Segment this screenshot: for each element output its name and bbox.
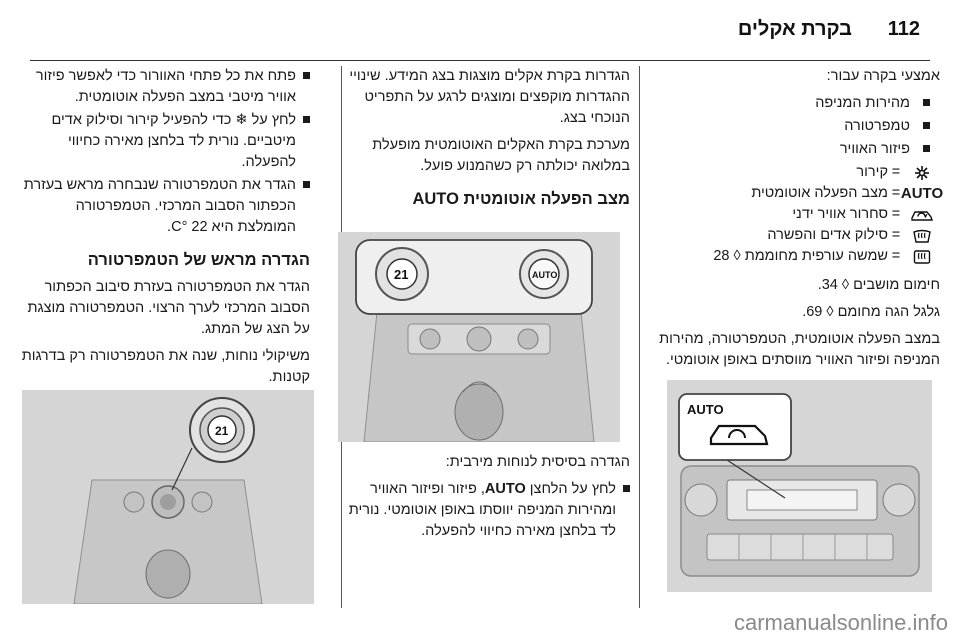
list-item: [658, 116, 940, 137]
controls-list: [658, 93, 940, 160]
engine-running-paragraph: מערכת בקרת האקלים האוטומטית מופעלת במלואה יכולתה רק כשהמנוע פועל.: [372, 137, 630, 174]
bullet-text-start: לחץ על הלחצן: [525, 481, 616, 497]
section-heading: הגדרה מראש של הטמפרטורה: [87, 251, 310, 269]
bullet-marker: [923, 99, 930, 106]
list-item: [18, 110, 310, 173]
info-display-paragraph: הגדרות בקרת אקלים מוצגות בצג המידע. שינויי ההגדרות מוקפצים ומוצגים לרגע על התפריט הנוכחי בצג.: [349, 68, 630, 126]
list-item: [336, 479, 630, 542]
bullet-marker: [303, 181, 310, 188]
list-item-text: לחץ על ❄ כדי להפעיל קירור וסילוק אדים מיטביים. נורית לד בלחצן מאירה כחיווי להפעלה.: [51, 112, 296, 170]
bullet-marker: [923, 122, 930, 129]
auto-display-label: AUTO: [532, 270, 558, 280]
bullet-marker: [303, 116, 310, 123]
equals-sign: =: [891, 227, 901, 243]
temperature-preset-paragraph: הגדר את הטמפרטורה בעזרת סיבוב הכפתור הסבוב המרכזי לערך הרצוי. הטמפרטורה מוצגת על הצג של המתג.: [27, 279, 310, 337]
legend-desc: שמשה עורפית מחוממת ◊ 28: [713, 248, 888, 264]
symbol-legend: [658, 162, 944, 267]
list-item-text: טמפרטורה: [844, 118, 910, 134]
equals-sign: =: [891, 206, 901, 222]
legend-row: [658, 204, 940, 225]
middle-column-lower: [336, 452, 630, 612]
center-console-illustration: [338, 232, 620, 442]
column-divider: [639, 66, 640, 608]
page-title: בקרת אקלים: [737, 18, 852, 40]
auto-mode-paragraph: במצב הפעלה אוטומטית, הטמפרטורה, מהירות המניפה ופיזור האוויר מווסתים באופן אוטומטי.: [659, 331, 940, 368]
comfort-paragraph: משיקולי נוחות, שנה את הטמפרטורה רק בדרגות קטנות.: [21, 348, 310, 385]
recirculation-icon: [904, 207, 940, 223]
bullet-marker: [623, 485, 630, 492]
basic-setting-intro: הגדרה בסיסית לנוחות מירבית:: [445, 454, 630, 470]
fan-icon: [904, 165, 940, 181]
legend-row: [658, 162, 940, 183]
list-item-text: הגדר את הטמפרטורה שנבחרה מראש בעזרת הכפתור הסבוב המרכזי. הטמפרטורה המומלצת היא 22 °C.: [23, 177, 296, 235]
auto-label: AUTO: [900, 185, 944, 202]
list-item-text: פיזור האוויר: [839, 141, 910, 157]
equals-sign: =: [891, 185, 901, 201]
legend-desc: מצב הפעלה אוטומטית: [751, 185, 888, 201]
knob-temperature-display: 21: [215, 424, 229, 438]
legend-desc: סילוק אדים והפשרה: [767, 227, 888, 243]
windscreen-defrost-icon: [904, 228, 940, 244]
header-rule: [30, 60, 930, 61]
rear-window-heat-icon: [904, 249, 940, 265]
list-item: [658, 93, 940, 114]
legend-row: [658, 246, 940, 267]
temperature-knob-figure: [22, 390, 314, 604]
list-item: [18, 66, 310, 108]
bullet-marker: [303, 72, 310, 79]
center-console-figure: [338, 232, 620, 442]
climate-panel-figure: [667, 380, 932, 592]
legend-desc: קירור: [856, 164, 888, 180]
list-item-text: מהירות המניפה: [815, 95, 910, 111]
legend-desc: סחרור אוויר ידני: [792, 206, 888, 222]
list-item-text: פתח את כל פתחי האוורור כדי לאפשר פיזור אוויר מיטבי במצב הפעלה אוטומטית.: [35, 68, 296, 105]
auto-button-name: AUTO: [484, 481, 526, 497]
list-item: [658, 139, 940, 160]
watermark: carmanualsonline.info: [733, 610, 948, 635]
climate-panel-illustration: [667, 380, 932, 592]
page-header: [30, 14, 920, 52]
heated-seats-note: חימום מושבים ◊ 34.: [817, 277, 940, 293]
temperature-display: 21: [394, 267, 409, 282]
temperature-knob-illustration: [22, 390, 314, 604]
bullet-marker: [923, 145, 930, 152]
legend-row: [658, 225, 940, 246]
auto-instructions-list: [336, 479, 630, 542]
page-number: 112: [887, 18, 920, 40]
auto-tips-list: [18, 66, 310, 238]
equals-sign: =: [891, 164, 901, 180]
controls-intro: אמצעי בקרה עבור:: [826, 68, 940, 84]
auto-button-label: AUTO: [687, 402, 724, 417]
section-heading: מצב הפעלה אוטומטית AUTO: [412, 190, 630, 208]
equals-sign: =: [891, 248, 901, 264]
list-item: [18, 175, 310, 238]
bullet-text-end: , פיזור ופיזור האוויר ומהירות המניפה יווסתו באופן אוטומטי. נורית לד בלחצן מאירה כחיווי להפעלה.: [348, 481, 616, 539]
legend-row: [658, 183, 944, 204]
heated-wheel-note: גלגל הגה מחומם ◊ 69.: [802, 304, 940, 320]
